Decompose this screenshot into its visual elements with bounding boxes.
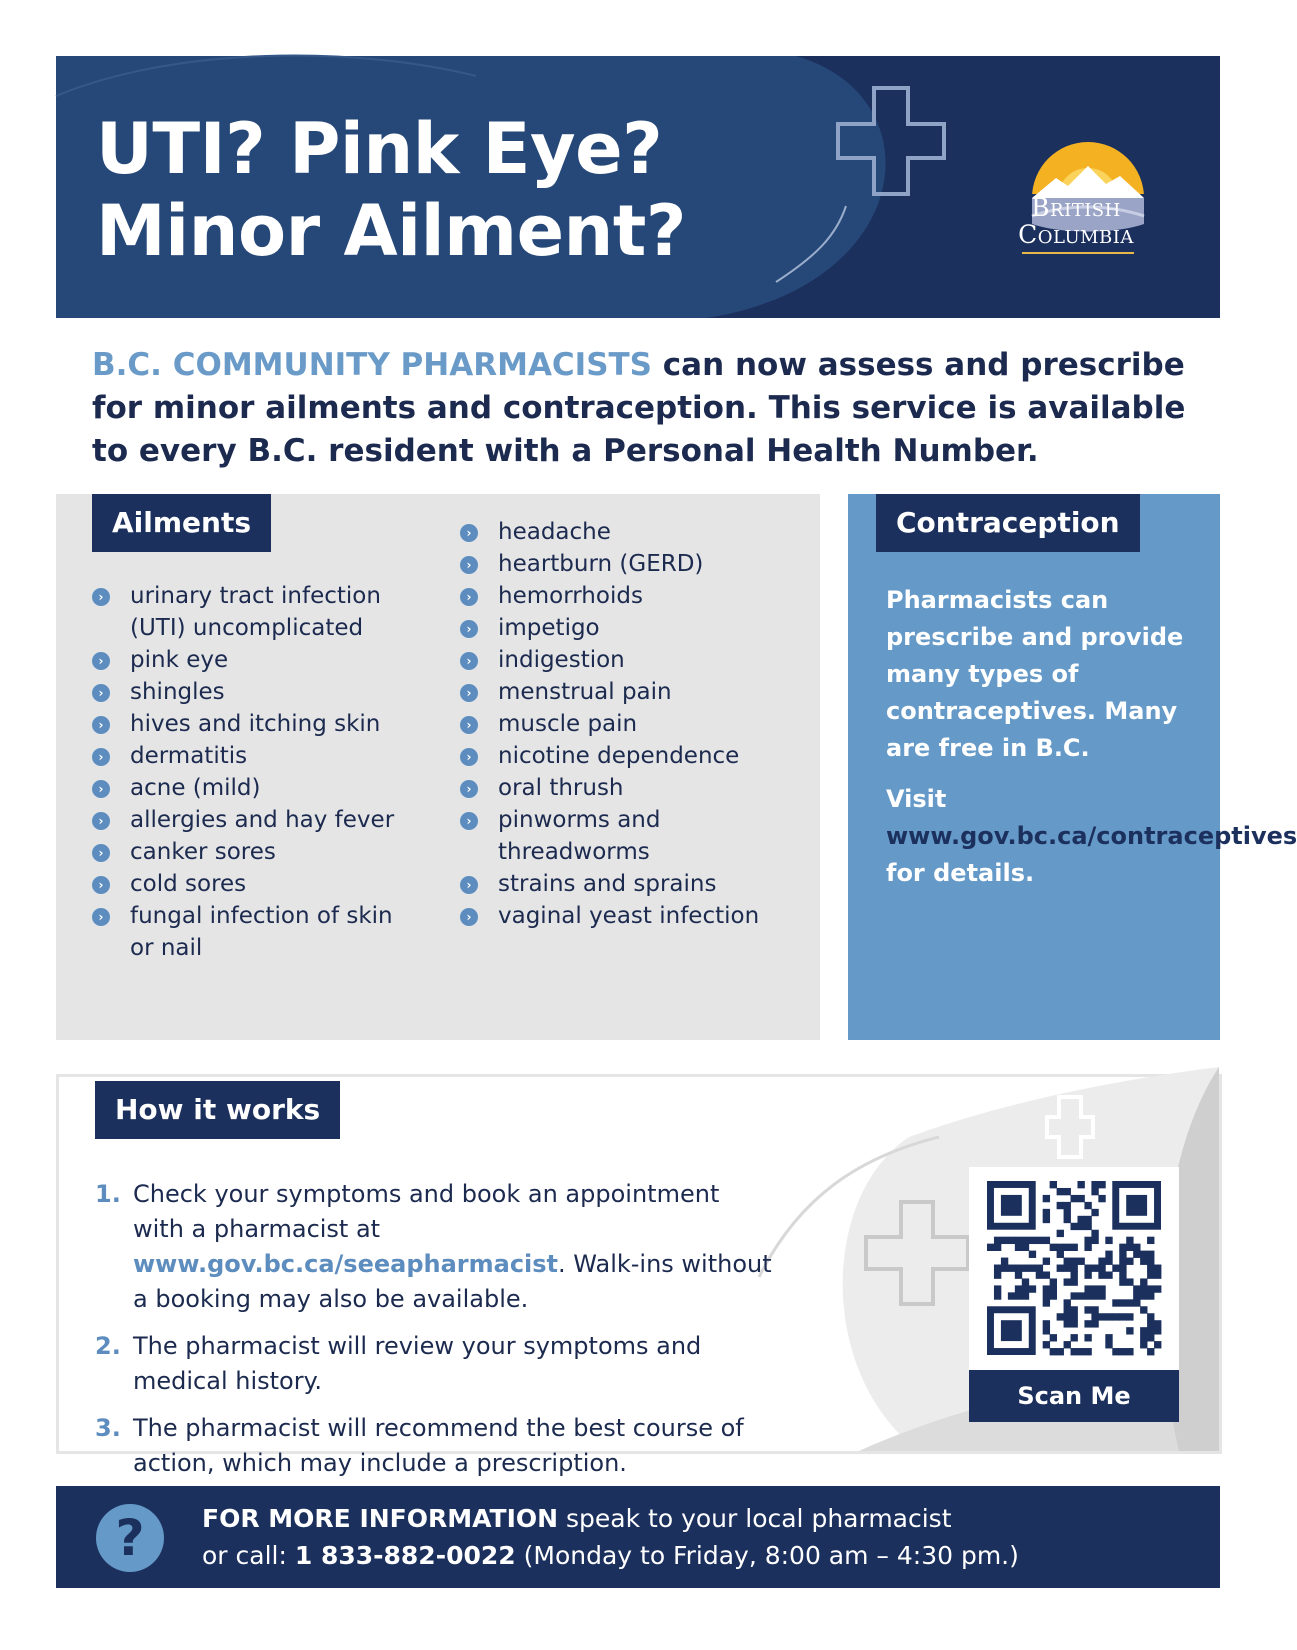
ailment-label: pink eye — [130, 647, 229, 673]
ailment-label: dermatitis — [130, 743, 248, 769]
ailment-item — [460, 580, 800, 612]
contraceptives-link[interactable]: www.gov.bc.ca/contraceptives — [886, 822, 1297, 850]
ailment-item — [460, 772, 800, 804]
step-text-suffix: . Walk-ins without a booking may also be available. — [133, 1250, 772, 1313]
ailment-item — [460, 868, 800, 900]
ailment-label: impetigo — [498, 615, 600, 641]
chevron-right-icon: › — [460, 876, 478, 894]
ailment-label: nicotine dependence — [498, 743, 740, 769]
logo-underline — [1022, 252, 1134, 254]
ailment-item — [92, 900, 412, 964]
medical-cross-icon — [836, 86, 946, 196]
ailment-label: hives and itching skin — [130, 711, 381, 737]
contraception-visit — [886, 781, 1297, 892]
footer-line-1-text: speak to your local pharmacist — [558, 1504, 952, 1533]
ailment-item — [460, 548, 800, 580]
step-text: The pharmacist will recommend the best course of action, which may include a prescription. — [133, 1414, 744, 1477]
chevron-right-icon: › — [460, 620, 478, 638]
visit-prefix: Visit — [886, 785, 947, 813]
ailment-label: strains and sprains — [498, 871, 717, 897]
chevron-right-icon: › — [92, 844, 110, 862]
ailment-label: cold sores — [130, 871, 247, 897]
chevron-right-icon: › — [92, 684, 110, 702]
chevron-right-icon: › — [460, 556, 478, 574]
chevron-right-icon: › — [460, 812, 478, 830]
ailment-label: heartburn (GERD) — [498, 551, 704, 577]
chevron-right-icon: › — [92, 780, 110, 798]
phone-number[interactable]: 1 833-882-0022 — [294, 1541, 516, 1570]
step-number: 3. — [95, 1414, 121, 1442]
ailment-label: hemorrhoids — [498, 583, 643, 609]
ailment-item — [92, 676, 412, 708]
footer-banner — [56, 1486, 1220, 1588]
ailment-label: menstrual pain — [498, 679, 672, 705]
footer-hours: (Monday to Friday, 8:00 am – 4:30 pm.) — [515, 1541, 1019, 1570]
intro-accent: B.C. COMMUNITY PHARMACISTS — [92, 347, 653, 383]
chevron-right-icon: › — [460, 780, 478, 798]
ailment-item — [92, 804, 412, 836]
seeapharmacist-link[interactable]: www.gov.bc.ca/seeapharmacist — [133, 1250, 559, 1278]
contraception-panel — [848, 494, 1297, 1040]
chevron-right-icon: › — [460, 524, 478, 542]
step-item — [95, 1329, 775, 1399]
chevron-right-icon: › — [92, 588, 110, 606]
ailments-list-column-1 — [92, 580, 412, 964]
ailments-heading: Ailments — [92, 494, 271, 552]
ailments-panel — [56, 494, 820, 1040]
ailment-item — [92, 740, 412, 772]
ailment-item — [92, 580, 412, 644]
ailment-label: headache — [498, 519, 611, 545]
ailment-label: urinary tract infection (UTI) uncomplicated — [130, 583, 381, 641]
ailment-item — [460, 900, 800, 932]
page-title — [96, 108, 686, 272]
scan-me-label: Scan Me — [969, 1370, 1179, 1422]
ailment-label: canker sores — [130, 839, 276, 865]
ailment-item — [460, 740, 800, 772]
chevron-right-icon: › — [460, 908, 478, 926]
footer-call-prefix: or call: — [202, 1541, 295, 1570]
footer-bold: FOR MORE INFORMATION — [202, 1504, 559, 1533]
footer-line-2 — [202, 1537, 1019, 1574]
chevron-right-icon: › — [92, 812, 110, 830]
ailment-item — [460, 708, 800, 740]
intro-text: can now assess and prescribe for minor ailments and contraception. This service is available to every B.C. resident with a Personal Health Number. — [92, 347, 1186, 469]
title-line-2: Minor Ailment? — [96, 190, 686, 272]
chevron-right-icon: › — [92, 652, 110, 670]
step-number: 1. — [95, 1180, 121, 1208]
qr-card[interactable] — [969, 1167, 1179, 1422]
ailment-label: indigestion — [498, 647, 625, 673]
visit-suffix: for details. — [886, 859, 1035, 887]
ailment-label: oral thrush — [498, 775, 624, 801]
help-question-icon: ? — [96, 1504, 164, 1572]
chevron-right-icon: › — [92, 716, 110, 734]
chevron-right-icon: › — [460, 716, 478, 734]
footer-line-1 — [202, 1500, 1019, 1537]
ailment-label: allergies and hay fever — [130, 807, 395, 833]
chevron-right-icon: › — [92, 876, 110, 894]
steps-list — [95, 1177, 775, 1493]
intro-paragraph — [92, 344, 1202, 473]
logo-line-2: Columbia — [1018, 220, 1134, 249]
title-line-1: UTI? Pink Eye? — [96, 108, 663, 190]
how-it-works-panel — [56, 1074, 1222, 1477]
chevron-right-icon: › — [92, 748, 110, 766]
ailment-item — [92, 868, 412, 900]
footer-text — [202, 1500, 1019, 1574]
step-item — [95, 1177, 775, 1317]
contraception-heading: Contraception — [876, 494, 1140, 552]
ailment-item — [460, 516, 800, 548]
ailment-item — [92, 836, 412, 868]
step-text: Check your symptoms and book an appointment with a pharmacist at — [133, 1180, 720, 1243]
step-text: The pharmacist will review your symptoms and medical history. — [133, 1332, 702, 1395]
ailment-item — [92, 772, 412, 804]
chevron-right-icon: › — [460, 652, 478, 670]
contraception-text: Pharmacists can prescribe and provide many types of contraceptives. Many are free in B.C. — [886, 586, 1184, 762]
ailment-item — [460, 612, 800, 644]
ailment-label: vaginal yeast infection — [498, 903, 760, 929]
ailment-label: pinworms and threadworms — [498, 807, 661, 865]
how-it-works-heading: How it works — [95, 1081, 340, 1139]
ailments-list-column-2 — [460, 516, 800, 932]
step-item — [95, 1411, 775, 1481]
chevron-right-icon: › — [92, 908, 110, 926]
chevron-right-icon: › — [460, 588, 478, 606]
logo-line-1: British — [1031, 193, 1121, 222]
contraception-body — [886, 582, 1297, 892]
ailment-item — [460, 804, 800, 868]
header-banner — [56, 56, 1220, 318]
step-number: 2. — [95, 1332, 121, 1360]
ailment-item — [92, 644, 412, 676]
ailment-label: shingles — [130, 679, 225, 705]
ailment-item — [92, 708, 412, 740]
ailment-item — [460, 644, 800, 676]
chevron-right-icon: › — [460, 684, 478, 702]
ailment-label: fungal infection of skin or nail — [130, 903, 393, 961]
qr-code-icon[interactable] — [987, 1181, 1161, 1355]
ailment-label: muscle pain — [498, 711, 638, 737]
ailment-label: acne (mild) — [130, 775, 261, 801]
chevron-right-icon: › — [460, 748, 478, 766]
bc-logo-wordmark — [991, 194, 1161, 248]
ailment-item — [460, 676, 800, 708]
